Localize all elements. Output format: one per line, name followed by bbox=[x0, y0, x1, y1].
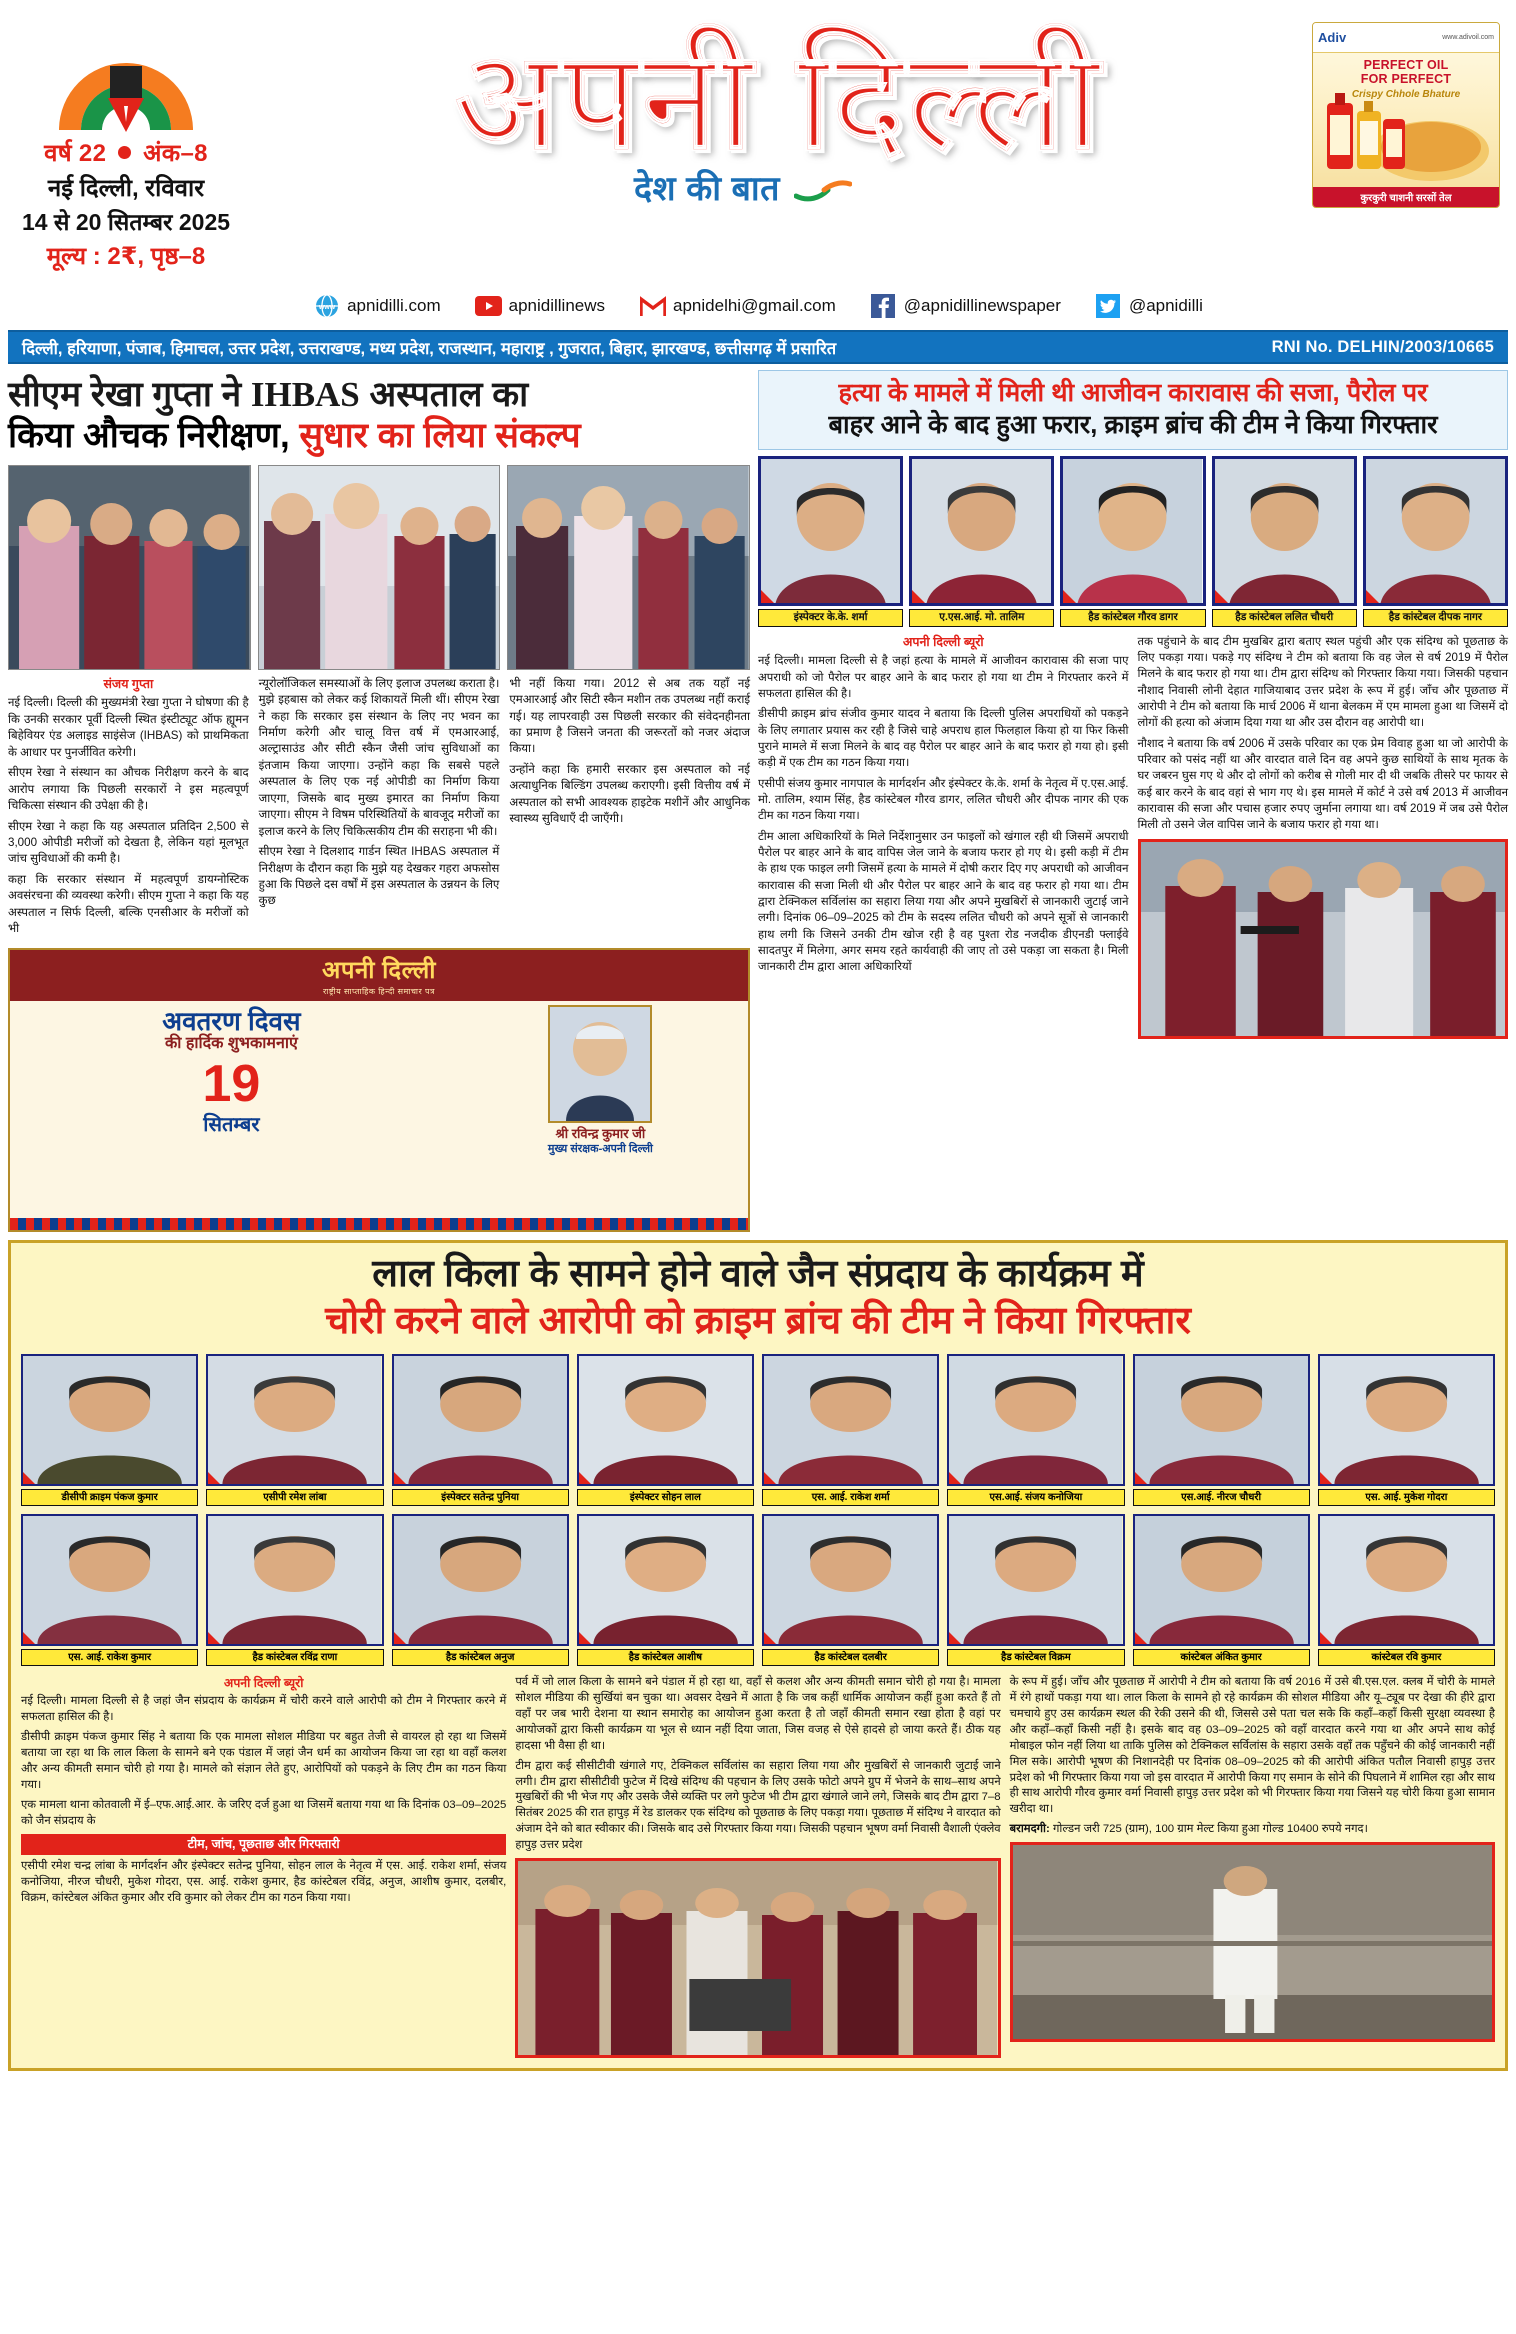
gallery-item bbox=[392, 1514, 569, 1666]
social-label-youtube: apnidillinews bbox=[508, 296, 606, 315]
officer-card bbox=[1060, 456, 1205, 627]
gallery-item bbox=[762, 1354, 939, 1506]
left-article-column bbox=[8, 370, 750, 1232]
article-paragraph: नई दिल्ली। दिल्ली की मुख्यमंत्री रेखा गुप्ता ने घोषणा की है कि उनकी सरकार पूर्वी दिल्ली स्थित इंस्टीट्यूट ऑफ ह्यूमन बिहेवियर एंड अलाइड साइंसेज (IHBAS) को प्राथमिकता के आधार पर पुनर्जीवित करेगी। bbox=[8, 696, 249, 759]
article-paragraph: एसीपी रमेश चन्द्र लांबा के मार्गदर्शन और इंस्पेक्टर सतेन्द्र पुनिया, सोहन लाल के नेतृत्व में एस. आई. राकेश शर्मा, संजय कनोजिया, नीरज चौधरी, मुकेश गोदरा, एस. आई. राकेश कुमार, हैड कांस्टेबल रविंद्र, अनुज, आशीष कुमार, दलबीर, विक्रम, कांस्टेबल अंकित कुमार और रवि कुमार को लेकर टीम का गठन किया गया। bbox=[21, 1860, 507, 1905]
pen-nib-tricolor-logo-icon bbox=[51, 40, 201, 132]
gallery-caption: इंस्पेक्टर सतेन्द्र पुनिया bbox=[392, 1489, 569, 1506]
gallery-photo bbox=[206, 1514, 383, 1646]
gallery-photo bbox=[21, 1514, 198, 1646]
gallery-item bbox=[206, 1514, 383, 1666]
social-link-website[interactable] bbox=[313, 294, 441, 318]
gallery-photo bbox=[206, 1354, 383, 1486]
officer-caption: हैड कांस्टेबल गौरव डागर bbox=[1060, 609, 1205, 627]
right-article-column-2 bbox=[1138, 634, 1509, 1039]
gallery-photo bbox=[1318, 1354, 1495, 1486]
recovery-label: बरामदगी: bbox=[1009, 1823, 1050, 1836]
news-photo-cm-inspection-1 bbox=[8, 465, 251, 670]
ad-headline-line2: FOR PERFECT bbox=[1360, 72, 1452, 87]
gallery-item bbox=[21, 1514, 198, 1666]
recovery-text: गोल्डन जरी 725 (ग्राम), 100 ग्राम मेल्ट किया हुआ गोल्ड 10400 रुपये नगद। bbox=[1052, 1823, 1368, 1836]
gallery-item bbox=[947, 1514, 1124, 1666]
gallery-caption: एस. आई. मुकेश गोदरा bbox=[1318, 1489, 1495, 1506]
headline-part-b: अस्पताल का bbox=[359, 375, 529, 414]
gmail-icon bbox=[639, 294, 666, 318]
news-photo-cm-inspection-3 bbox=[507, 465, 750, 670]
ad-brand-bar bbox=[1313, 23, 1499, 53]
banner-headline-line2: चोरी करने वाले आरोपी को क्राइम ब्रांच की टीम ने किया गिरफ्तार bbox=[325, 1300, 1191, 1343]
gallery-photo bbox=[1133, 1354, 1310, 1486]
gallery-photo bbox=[392, 1514, 569, 1646]
article-paragraph: न्यूरोलॉजिकल समस्याओं के लिए इलाज उपलब्ध कराता है। मुझे इहबास को लेकर कई शिकायतें मिली थीं। सीएम रेखा ने कहा कि सरकार इस संस्थान के लिए नए भवन का निर्माण करेगी और चालू वित्त वर्ष में एमआरआई, अल्ट्रासाउंड और सीटी स्कैन जैसी जांच सुविधाओं का इंतजाम किया जाएगा। उन्होंने कहा कि सबसे पहले अस्पताल के लिए एक नई ओपीडी का निर्माण किया जाएगा, जिसके बाद मुख्य इमारत का निर्माण किया जाएगा। सीएम ने विषम परिस्थितियों के बावजूद मरीजों का इलाज करने के लिए चिकित्सकीय टीम की सराहना भी की। bbox=[258, 676, 500, 838]
masthead-advertisement[interactable] bbox=[1312, 18, 1508, 208]
ad2-text-block bbox=[10, 1001, 453, 1232]
headline-black-part: किया औचक निरीक्षण, bbox=[8, 416, 300, 456]
gallery-item bbox=[392, 1354, 569, 1506]
officer-photo bbox=[909, 456, 1054, 606]
gallery-photo bbox=[762, 1354, 939, 1486]
ad2-body bbox=[10, 1001, 748, 1232]
gallery-caption: एस.आई. संजय कनोजिया bbox=[947, 1489, 1124, 1506]
gallery-photo bbox=[1318, 1514, 1495, 1646]
gallery-caption: हैड कांस्टेबल विक्रम bbox=[947, 1649, 1124, 1666]
publication-date: 14 से 20 सितम्बर 2025 bbox=[21, 209, 231, 235]
officer-card bbox=[909, 456, 1054, 627]
officer-photo bbox=[1363, 456, 1508, 606]
ad2-person-role: मुख्य संरक्षक-अपनी दिल्ली bbox=[547, 1143, 653, 1156]
gallery-caption: इंस्पेक्टर सोहन लाल bbox=[577, 1489, 754, 1506]
article-paragraph: नई दिल्ली। मामला दिल्ली से है जहां हत्या के मामले में आजीवन कारावास की सजा पाए अपराधी को जो पैरोल पर बाहर आने के बाद फरार हो गया था टीम ने गिरफ्तार करने में सफलता हासिल की है। bbox=[758, 655, 1129, 701]
lead-left-headline-line2 bbox=[8, 415, 750, 456]
banner-headline bbox=[21, 1251, 1495, 1346]
lead-right-headline-line1: हत्या के मामले में मिली थी आजीवन कारावास की सजा, पैरोल पर bbox=[838, 379, 1428, 407]
officer-photo bbox=[758, 456, 903, 606]
gallery-caption: एस.आई. नीरज चौधरी bbox=[1133, 1489, 1310, 1506]
ad-bottom-strip: कुरकुरी चाशनी सरसों तेल bbox=[1313, 187, 1499, 207]
ad2-month: सितम्बर bbox=[203, 1113, 260, 1136]
article-paragraph: सीएम रेखा ने दिलशाद गार्डन स्थित IHBAS अस्पताल में निरीक्षण के दौरान कहा कि मुझे यह देखकर गहरा अफसोस हुआ कि पिछले दस वर्षों में इस अस्पताल के उन्नयन के लिए कुछ bbox=[258, 845, 500, 908]
rni-number: RNI No. DELHIN/2003/10665 bbox=[1271, 337, 1494, 356]
publication-place: नई दिल्ली, रविवार bbox=[47, 175, 205, 202]
cctv-suspect-photo bbox=[1010, 1842, 1495, 2042]
ad2-logo-text: अपनी दिल्ली bbox=[322, 956, 436, 984]
article-paragraph bbox=[1010, 1822, 1495, 1838]
ad-headline-line1: PERFECT OIL bbox=[1363, 58, 1449, 72]
ad2-subtitle: की हार्दिक शुभकामनाएं bbox=[164, 1035, 298, 1053]
gallery-photo bbox=[1133, 1514, 1310, 1646]
twitter-icon bbox=[1095, 294, 1122, 318]
article-column-1 bbox=[8, 676, 249, 942]
ad2-decorative-footer bbox=[10, 1218, 748, 1230]
right-article-column bbox=[758, 370, 1508, 1232]
ad-brand-name: Adiv bbox=[1318, 30, 1347, 45]
social-label-website: apnidilli.com bbox=[347, 296, 441, 315]
article-column-3 bbox=[509, 676, 750, 942]
officer-photo bbox=[1060, 456, 1205, 606]
banner-article-column-3 bbox=[1010, 1675, 1495, 2059]
ad2-person-photo bbox=[548, 1005, 652, 1123]
avataran-divas-advertisement[interactable] bbox=[8, 948, 750, 1232]
article-byline: संजय गुप्ता bbox=[103, 676, 154, 691]
globe-icon bbox=[313, 294, 340, 318]
article-paragraph: डीसीपी क्राइम ब्रांच संजीव कुमार यादव ने बताया कि दिल्ली पुलिस अपराधियों को पकड़ने के लिए लगातार प्रयास कर रही है जिसे चाहे अपराध हाल फिलहाल किया हो या फिर किसी पुराने मामले में सजा मिलने के बाद वह पैरोल पर बाहर आने के बाद फरार हो गया हो। इसी कड़ी में एक टीम का गठन किया गया। bbox=[758, 708, 1129, 770]
gallery-item bbox=[1318, 1514, 1495, 1666]
article-paragraph: सीएम रेखा ने संस्थान का औचक निरीक्षण करने के बाद आरोप लगाया कि पिछली सरकारों ने इस महत्वपूर्ण चिकित्सा संस्थान की उपेक्षा की है। bbox=[8, 766, 249, 813]
ad2-person-name: श्री रविन्द्र कुमार जी bbox=[555, 1125, 646, 1141]
social-link-facebook[interactable] bbox=[870, 294, 1061, 318]
arrest-scene-photo bbox=[1138, 839, 1509, 1039]
gallery-caption: कांस्टेबल अंकित कुमार bbox=[1133, 1649, 1310, 1666]
banner-article-columns bbox=[21, 1675, 1495, 2059]
article-paragraph: के रूप में हुई। जाँच और पूछताछ में आरोपी ने टीम को बताया कि वर्ष 2016 में उसे बी.एस.एल. क्लब में चोरी के मामले में रंगे हाथों पकड़ा गया था। लाल किला के सामने हो रहे कार्यक्रम की सोशल मीडिया और यू–ट्यूब पर देखा की हीरे द्वारा चमचाये हुए उस कार्यक्रम स्थल की रेकी उसने की थी, जिससे उसे पता चल सके कि कहाँ–कहाँ किसी सुरक्षा व्यवस्था है और कहाँ–कहाँ किसी नहीं है। इसके बाद वह 03–09–2025 को वहाँ वारदात करने गया था और अपने साथ कोई मोबाइल फोन नहीं लिया था ताकि पुलिस को टेक्निकल सर्विलांस के सहारा उसके वहाँ तक पहुँचने की कोई जानकारी नहीं मिल सके। आरोपी भूषण की निशानदेही पर दिनांक 08–09–2025 को की आरोपी अंकित पतौल निवासी हापुड़ उत्तर प्रदेश को भी गिरफ्तार किया गया जो इस वारदात में आरोपी किया गए समान के सोने की पिघलाने में शामिल रहा और साथ ही साथ आरोपी गौरव कुमार वर्मा निवासी हापुड़ उत्तर प्रदेश को भी गिरफ्तार किया गया जिसने यह चोरी किया हुआ सामान खरीदा था। bbox=[1009, 1675, 1495, 1816]
article-paragraph: पर्व में जो लाल किला के सामने बने पंडाल में हो रहा था, वहाँ से कलश और अन्य कीमती समान चोरी हो गया है। मामला सोशल मीडिया की सुर्खियां बन चुका था। अवसर देखने में आता है कि जब कहीं धार्मिक आयोजन कहीं हुआ करते हैं तो वहाँ पर जब भारी देशना या स्थान समारोह का आयोजन हुआ करता है तो जहाँ कीमती समान रखा होता है वहां पर आयोजकों द्वारा किसी कार्यक्रम या भूल से ध्यान नहीं दिया जाता, जिस वजह से ऐसे हादसे हो जाया करते हैं। ठीक यह हादसा भी वैसा ही था। bbox=[515, 1675, 1001, 1752]
gallery-caption: एस. आई. राकेश शर्मा bbox=[762, 1489, 939, 1506]
officer-caption: ए.एस.आई. मो. तालिम bbox=[909, 609, 1054, 627]
gallery-item bbox=[1133, 1354, 1310, 1506]
gallery-caption: हैड कांस्टेबल अनुज bbox=[392, 1649, 569, 1666]
banner-article-column-2 bbox=[515, 1675, 1000, 2059]
gallery-photo bbox=[577, 1514, 754, 1646]
article-paragraph: कहा कि सरकार संस्थान में महत्वपूर्ण डायग्नोस्टिक अवसंरचना की व्यवस्था करेगी। सीएम गुप्ता ने कहा कि यह अस्पताल न सिर्फ दिल्ली, बल्कि एनसीआर के मरीजों को भी bbox=[8, 872, 249, 936]
social-links-bar bbox=[8, 286, 1508, 326]
issue-number: अंक–8 bbox=[143, 140, 208, 167]
officer-gallery-row-2 bbox=[21, 1514, 1495, 1666]
social-label-facebook: @apnidillinewspaper bbox=[903, 296, 1061, 315]
price-and-pages: मूल्य : 2₹, पृष्ठ–8 bbox=[46, 243, 206, 270]
gallery-caption: एस. आई. राकेश कुमार bbox=[21, 1649, 198, 1666]
lead-left-photo-row bbox=[8, 465, 750, 670]
gallery-photo bbox=[577, 1354, 754, 1486]
officer-gallery-row-1 bbox=[21, 1354, 1495, 1506]
lead-left-headline bbox=[8, 370, 750, 459]
right-article-column-1 bbox=[758, 634, 1129, 1039]
masthead bbox=[8, 0, 1508, 290]
masthead-issue-block bbox=[8, 18, 244, 272]
gallery-item bbox=[1318, 1354, 1495, 1506]
article-paragraph: नौशाद ने बताया कि वर्ष 2006 में उसके परिवार का एक प्रेम विवाह हुआ था जो आरोपी के परिवार को पसंद नहीं था और वारदात वाले दिन वह अपने कुछ साथियों के साथ मृतक के घर जबरन घुस गए थे और दो लोगों को करीब से गोली मार दी थी जबकि तीसरे पर फायर से कई बार करने के बाद वहां से भाग गए थे। इस मामले में कोर्ट ने उसे वर्ष 2013 में आजीवन कारावास की सजा और पचास हजार रुपए जुर्माना लगाया था। वर्ष 2019 में जब उसे पैरोल मिली तो उसने जेल वापिस जाने के बजाय फरार हो गया था। bbox=[1137, 737, 1508, 832]
gallery-caption: डीसीपी क्राइम पंकज कुमार bbox=[21, 1489, 198, 1506]
social-label-email: apnidelhi@gmail.com bbox=[673, 296, 836, 315]
youtube-icon bbox=[475, 294, 502, 318]
article-column-2 bbox=[259, 676, 500, 942]
banner-subheading: टीम, जांच, पूछताछ और गिरफ्तारी bbox=[21, 1834, 506, 1856]
social-link-youtube[interactable] bbox=[475, 294, 605, 318]
gallery-caption: एसीपी रमेश लांबा bbox=[206, 1489, 383, 1506]
masthead-title-block bbox=[244, 18, 1312, 211]
ad2-day-number: 19 bbox=[202, 1054, 261, 1113]
officer-card bbox=[1363, 456, 1508, 627]
right-article-byline: अपनी दिल्ली ब्यूरो bbox=[902, 634, 984, 649]
issue-separator-dot bbox=[118, 146, 131, 159]
ad2-logo-banner bbox=[10, 950, 748, 1001]
gallery-photo bbox=[21, 1354, 198, 1486]
headline-part-a: सीएम रेखा गुप्ता ने bbox=[8, 375, 251, 414]
gallery-item bbox=[577, 1514, 754, 1666]
article-paragraph: एक मामला थाना कोतवाली में ई–एफ.आई.आर. के जरिए दर्ज हुआ था जिसमें बताया गया था कि दिनांक 03–09–2025 को जैन संप्रदाय के bbox=[21, 1798, 507, 1827]
gallery-caption: कांस्टेबल रवि कुमार bbox=[1318, 1649, 1495, 1666]
gallery-photo bbox=[947, 1354, 1124, 1486]
article-paragraph: नई दिल्ली। मामला दिल्ली से है जहां जैन संप्रदाय के कार्यक्रम में चोरी करने वाले आरोपी को टीम ने गिरफ्तार करने में सफलता हासिल की है। bbox=[21, 1694, 507, 1723]
headline-red-part: सुधार का लिया संकल्प bbox=[299, 416, 581, 456]
gallery-photo bbox=[392, 1354, 569, 1486]
gallery-item bbox=[947, 1354, 1124, 1506]
issue-line bbox=[8, 136, 244, 169]
top-ad-box[interactable] bbox=[1312, 22, 1500, 208]
ad2-title: अवतरण दिवस bbox=[162, 1005, 301, 1036]
officer-photo bbox=[1212, 456, 1357, 606]
main-content bbox=[8, 370, 1508, 1232]
ad-subheadline: Crispy Chhole Bhature bbox=[1351, 88, 1461, 100]
ad2-logo-sub: राष्ट्रीय साप्ताहिक हिन्दी समाचार पत्र bbox=[323, 986, 435, 996]
gallery-item bbox=[206, 1354, 383, 1506]
article-paragraph: उन्होंने कहा कि हमारी सरकार इस अस्पताल को नई अत्याधुनिक बिल्डिंग उपलब्ध कराएगी। इसी वित्तीय वर्ष में अस्पताल को सभी आवश्यक हाइटेक मशीनें और आधुनिक स्वास्थ्य सुविधाएँ दी जाएँगी। bbox=[509, 762, 751, 826]
article-paragraph: भी नहीं किया गया। 2012 से अब तक यहाँ नई एमआरआई और सिटी स्कैन मशीन तक उपलब्ध नहीं कराई गई। यह लापरवाही उस पिछली सरकार की संवेदनहीनता का प्रमाण है जिसने जनता की जरूरतों को नजर अंदाज किया। bbox=[509, 676, 751, 756]
banner-section bbox=[8, 1240, 1508, 2072]
article-paragraph: सीएम रेखा ने कहा कि यह अस्पताल प्रतिदिन 2,500 से 3,000 ओपीडी मरीजों को देखता है, लेकिन यहां मूलभूत जांच सुविधाओं की कमी है। bbox=[8, 819, 249, 866]
gallery-item bbox=[762, 1514, 939, 1666]
gallery-caption: हैड कांस्टेबल रविंद्र राणा bbox=[206, 1649, 383, 1666]
lead-right-headline bbox=[758, 370, 1508, 450]
swoosh-icon bbox=[794, 172, 852, 211]
distribution-strip bbox=[8, 330, 1508, 364]
gallery-item bbox=[577, 1354, 754, 1506]
officer-caption: इंस्पेक्टर के.के. शर्मा bbox=[758, 609, 903, 627]
officer-card bbox=[758, 456, 903, 627]
oil-bottles-illustration bbox=[1313, 89, 1499, 185]
social-link-twitter[interactable] bbox=[1095, 294, 1203, 318]
gallery-caption: हैड कांस्टेबल आशीष bbox=[577, 1649, 754, 1666]
article-paragraph: तक पहुंचाने के बाद टीम मुखबिर द्वारा बताए स्थल पहुंची और एक संदिग्ध को पूछताछ के लिए पकड़ा गया। पकड़े गए संदिग्ध ने टीम को बताया कि वह जेल से वर्ष 2019 में पैरोल मिलने के बाद फरार हो गया था। टीम द्वारा संदिग्ध को गिरफ्तार किया गया। जिसकी पहचान नौशाद निवासी लोनी देहात गाजियाबाद उत्तर प्रदेश के रूप में हुई। जाँच और पूछताछ में आरोपी ने टीम को बताया कि मार्च 2006 में थाना बेलकम में एम मामला हुआ था जिसमें दो लोगों की हत्या को अंजाम दिया गया था और उस दौरान वह आरोपी था। bbox=[1137, 635, 1508, 730]
issue-year: वर्ष 22 bbox=[44, 140, 107, 167]
facebook-icon bbox=[870, 294, 897, 318]
gallery-photo bbox=[947, 1514, 1124, 1646]
social-label-twitter: @apnidilli bbox=[1128, 296, 1203, 315]
article-paragraph: टीम द्वारा कई सीसीटीवी खंगाले गए, टेक्निकल सर्विलांस का सहारा लिया गया और मुखबिरों से जानकारी जुटाई जाने लगी। टीम द्वारा सीसीटीवी फुटेज में दिखे संदिग्ध की पहचान के लिए उसके फोटो अपने ग्रुप में भेजने के साथ–साथ अपने मुखबिरों की भी भेज गए और उसके जैसे व्यक्ति पर लगे फुटेज भी टीम द्वारा खंगाले जाने लगे, जिसके बाद टीम द्वारा 7–8 सितंबर 2025 की रात हापुड़ में रेड डालकर एक संदिग्ध को पूछताछ के लिए पकड़ा गया। पूछताछ में संदिग्ध ने वारदात को अंजाम देने को बात स्वीकार की। जिसके बाद उसे गिरफ्तार किया गया। जिसकी पहचान भूषण वर्मा निवासी वैशाली एंक्लेव हापुड़ उत्तर प्रदेश bbox=[515, 1759, 1001, 1852]
newspaper-tagline bbox=[634, 164, 922, 211]
newspaper-title: अपनी दिल्ली bbox=[453, 24, 1103, 178]
officer-card bbox=[1212, 456, 1357, 627]
officers-photo-row bbox=[758, 456, 1508, 627]
banner-byline: अपनी दिल्ली ब्यूरो bbox=[223, 1675, 304, 1690]
gallery-item bbox=[1133, 1514, 1310, 1666]
gallery-caption: हैड कांस्टेबल दलबीर bbox=[762, 1649, 939, 1666]
officer-caption: हैड कांस्टेबल ललित चौधरी bbox=[1212, 609, 1357, 627]
ad-url: www.adivoil.com bbox=[1442, 34, 1494, 41]
article-paragraph: डीसीपी क्राइम पंकज कुमार सिंह ने बताया कि एक मामला सोशल मीडिया पर बहुत तेजी से वायरल हो रहा था जिसमें बताया जा रहा था कि लाल किला के सामने बने एक पंडाल में जहां जैन धर्म का आयोजन किया जा रहा था वहाँ कलश और अन्य कीमती समान चोरी हो गया है। मामले को संज्ञान लेते हुए, आरोपियों को पकड़ने के लिए टीम का गठन किया गया। bbox=[21, 1730, 507, 1791]
gallery-item bbox=[21, 1354, 198, 1506]
lead-left-headline-line1 bbox=[8, 374, 750, 415]
banner-article-column-1 bbox=[21, 1675, 506, 2059]
banner-headline-line1: लाल किला के सामने होने वाले जैन संप्रदाय के कार्यक्रम में bbox=[372, 1252, 1144, 1295]
officer-caption: हैड कांस्टेबल दीपक नागर bbox=[1363, 609, 1508, 627]
ad-headline bbox=[1313, 53, 1499, 89]
distribution-text: दिल्ली, हरियाणा, पंजाब, हिमाचल, उत्तर प्रदेश, उत्तराखण्ड, मध्य प्रदेश, राजस्थान, महाराष्ट्र , गुजरात, बिहार, झारखण्ड, छत्तीसगढ़ में प्रसारित bbox=[22, 339, 837, 358]
group-arrest-photo bbox=[515, 1858, 1000, 2058]
tagline-text: देश की बात bbox=[633, 170, 781, 208]
svg-text:www: www bbox=[318, 304, 335, 311]
lead-right-headline-line2: बाहर आने के बाद हुआ फरार, क्राइम ब्रांच की टीम ने किया गिरफ्तार bbox=[828, 410, 1438, 439]
news-photo-cm-inspection-2 bbox=[258, 465, 501, 670]
gallery-photo bbox=[762, 1514, 939, 1646]
lead-left-article-columns bbox=[8, 676, 750, 942]
ad2-person-block bbox=[453, 1001, 748, 1232]
article-paragraph: टीम आला अधिकारियों के मिले निर्देशानुसार उन फाइलों को खंगाल रही थी जिसमें अपराधी पैरोल पर बाहर आने के बाद वापिस जेल जाने के बजाय फरार हो गए थे। इसी कड़ी में टीम के हाथ एक फाइल लगी जिसमें हत्या के मामले में दोषी करार दिए गए अपराधी को आजीवन कारावास की सजा मिली थी और पैरोल पर बाहर आने के बाद वह फरार हो गया था। टीम द्वारा टेक्निकल सर्विलांस का सहारा लिया गया और अपने मुखबिरों से जानकारी जुटाई जाने लगी। दिनांक 06–09–2025 को टीम के सदस्य ललित चौधरी को अपने सूत्रों से जानकारी हाथ लगी कि जिसने उनकी टीम खोज रही है वह पुश्ता रोड नजदीक डीएनडी फ्लाईवे सादतपुर में मिलेगा, अगर समय रहते कार्यवाही की जाए तो उसे पकड़ा जा सकता है। मिली जानकारी टीम द्वारा आला अधिकारियों bbox=[758, 830, 1129, 974]
lead-right-article-columns bbox=[758, 634, 1508, 1039]
headline-english-acronym: IHBAS bbox=[250, 375, 360, 414]
article-paragraph: एसीपी संजय कुमार नागपाल के मार्गदर्शन और इंस्पेक्टर के.के. शर्मा के नेतृत्व में ए.एस.आई. मो. तालिम, श्याम सिंह, हैड कांस्टेबल गौरव डागर, ललित चौधरी और दीपक नागर की एक टीम का गठन किया गया। bbox=[758, 777, 1129, 823]
social-link-email[interactable] bbox=[639, 294, 836, 318]
